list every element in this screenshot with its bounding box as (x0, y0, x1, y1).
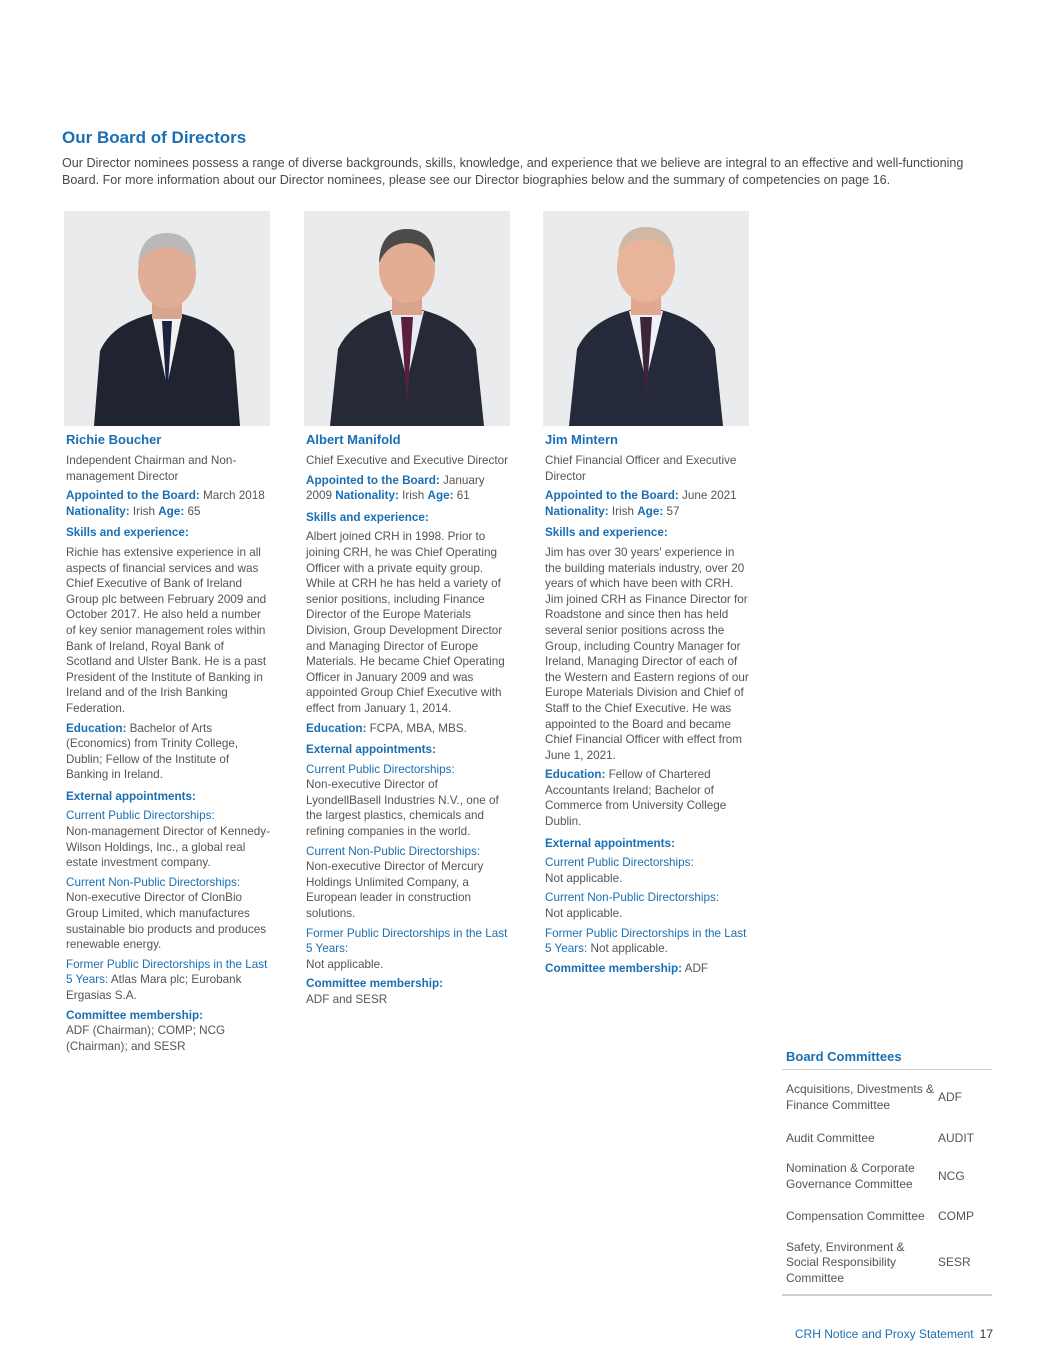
skills-heading: Skills and experience: (545, 526, 668, 540)
director-appointment: Appointed to the Board: March 2018 Nationality: Irish Age: 65 (66, 489, 265, 518)
skills-text: Jim has over 30 years' experience in the building materials industry, over 20 years of which have been with CRH. Jim joined CRH as Finance Director for Roadstone and since then has held several senior positions across the Group, including Country Manager for Ireland, Managing Director of each of the Western and Eastern regions of our Europe Materials Division and Chief of Staff to the Chief Executive. He was appointed to the Board and became Chief Financial Officer with effect from June 1, 2021. (545, 545, 749, 762)
director-card-1 (64, 211, 270, 1054)
committees-title: Board Committees (786, 1049, 902, 1064)
former-public: Former Public Directorships in the Last 5 Years: Atlas Mara plc; Eurobank Ergasias S.A. (66, 957, 268, 1002)
director-photo (64, 211, 270, 426)
committee-abbr: SESR (938, 1255, 971, 1270)
committee-abbr: NCG (938, 1169, 965, 1184)
director-photo (543, 211, 749, 426)
director-role: Independent Chairman and Non-management Director (66, 454, 237, 483)
committee-abbr: ADF (938, 1090, 962, 1105)
current-nonpublic: Current Non-Public Directorships: Not applicable. (545, 891, 720, 921)
director-name: Jim Mintern (545, 432, 618, 447)
external-heading: External appointments: (66, 789, 196, 803)
committee-name: Nomination & Corporate Governance Committee (786, 1161, 915, 1191)
committee-row (782, 1152, 992, 1202)
skills-heading: Skills and experience: (306, 510, 429, 524)
committee-row (782, 1070, 992, 1126)
committee-row (782, 1232, 992, 1294)
current-public: Current Public Directorships: Non-executive Director of LyondellBasell Industries N.V., one of the largest plastics, chemicals and refining companies in the world. (306, 762, 499, 839)
education: Education: FCPA, MBA, MBS. (306, 721, 467, 735)
committee-abbr: COMP (938, 1209, 974, 1224)
committee-name: Compensation Committee (786, 1209, 925, 1224)
director-photo (304, 211, 510, 426)
committee-abbr: AUDIT (938, 1131, 974, 1146)
director-card-2 (304, 211, 510, 1008)
committee-row (782, 1202, 992, 1232)
committee-name: Safety, Environment & Social Responsibility Committee (786, 1239, 905, 1285)
current-nonpublic: Current Non-Public Directorships: Non-executive Director of ClonBio Group Limited, which manufactures sustainable bio products and produces renewable energy. (66, 875, 267, 952)
former-public: Former Public Directorships in the Last 5 Years: Not applicable. (545, 926, 747, 956)
footer-label: CRH Notice and Proxy Statement (794, 1327, 974, 1341)
director-role: Chief Financial Officer and Executive Director (545, 454, 737, 483)
director-name: Richie Boucher (66, 432, 162, 447)
skills-text: Richie has extensive experience in all aspects of financial services and was Chief Executive of Bank of Ireland Group plc between February 2009 and October 2017. He also held a number of key senior management roles within Bank of Ireland, Royal Bank of Scotland and Ulster Bank. He is a past President of the Institute of Banking in Ireland and of the Irish Banking Federation. (66, 545, 267, 715)
director-appointment: Appointed to the Board: January 2009 Nationality: Irish Age: 61 (306, 473, 485, 503)
committee-membership: Committee membership: ADF and SESR (306, 977, 444, 1006)
committee-row (782, 1126, 992, 1152)
skills-heading: Skills and experience: (66, 526, 189, 540)
director-name: Albert Manifold (306, 432, 401, 447)
external-heading: External appointments: (545, 836, 675, 850)
page-number: 17 (979, 1327, 993, 1341)
director-role: Chief Executive and Executive Director (306, 454, 509, 467)
education: Education: Fellow of Chartered Accountants Ireland; Bachelor of Commerce from University College Dublin. (545, 768, 727, 829)
committee-membership: Committee membership: ADF (Chairman); COMP; NCG (Chairman); and SESR (66, 1008, 226, 1053)
skills-text: Albert joined CRH in 1998. Prior to joining CRH, he was Chief Operating Officer with a private equity group. While at CRH he has held a variety of senior positions, including Finance Director of the Europe Materials Division, Group Development Director and Managing Director of Europe Materials. He became Chief Operating Officer in January 2009 and was appointed Group Chief Executive with effect from January 1, 2014. (306, 530, 505, 715)
current-public: Current Public Directorships: Not applicable. (545, 856, 694, 885)
page-title: Our Board of Directors (62, 128, 247, 147)
external-heading: External appointments: (306, 743, 436, 757)
former-public: Former Public Directorships in the Last 5 Years: Not applicable. (306, 926, 508, 971)
committee-name: Acquisitions, Divestments & Finance Committee (786, 1082, 935, 1112)
committee-membership: Committee membership: ADF (545, 961, 709, 975)
director-appointment: Appointed to the Board: June 2021 Nationality: Irish Age: 57 (545, 489, 737, 518)
current-public: Current Public Directorships: Non-management Director of Kennedy-Wilson Holdings, Inc., a global real estate investment company. (66, 809, 270, 870)
current-nonpublic: Current Non-Public Directorships: Non-executive Director of Mercury Holdings Unlimited Company, a European leader in construction solutions. (306, 844, 484, 921)
intro-paragraph: Our Director nominees possess a range of diverse backgrounds, skills, knowledge, and experience that we believe are integral to an effective and well-functioning Board. For more information about our Director nominees, please see our Director biographies below and the summary of competencies on page 16. (62, 156, 964, 187)
page-footer (795, 1327, 993, 1341)
education: Education: Bachelor of Arts (Economics) from Trinity College, Dublin; Fellow of the Institute of Banking in Ireland. (66, 721, 239, 782)
committee-name: Audit Committee (786, 1131, 875, 1146)
board-committees-table (782, 1049, 992, 1296)
director-card-3 (543, 211, 749, 976)
